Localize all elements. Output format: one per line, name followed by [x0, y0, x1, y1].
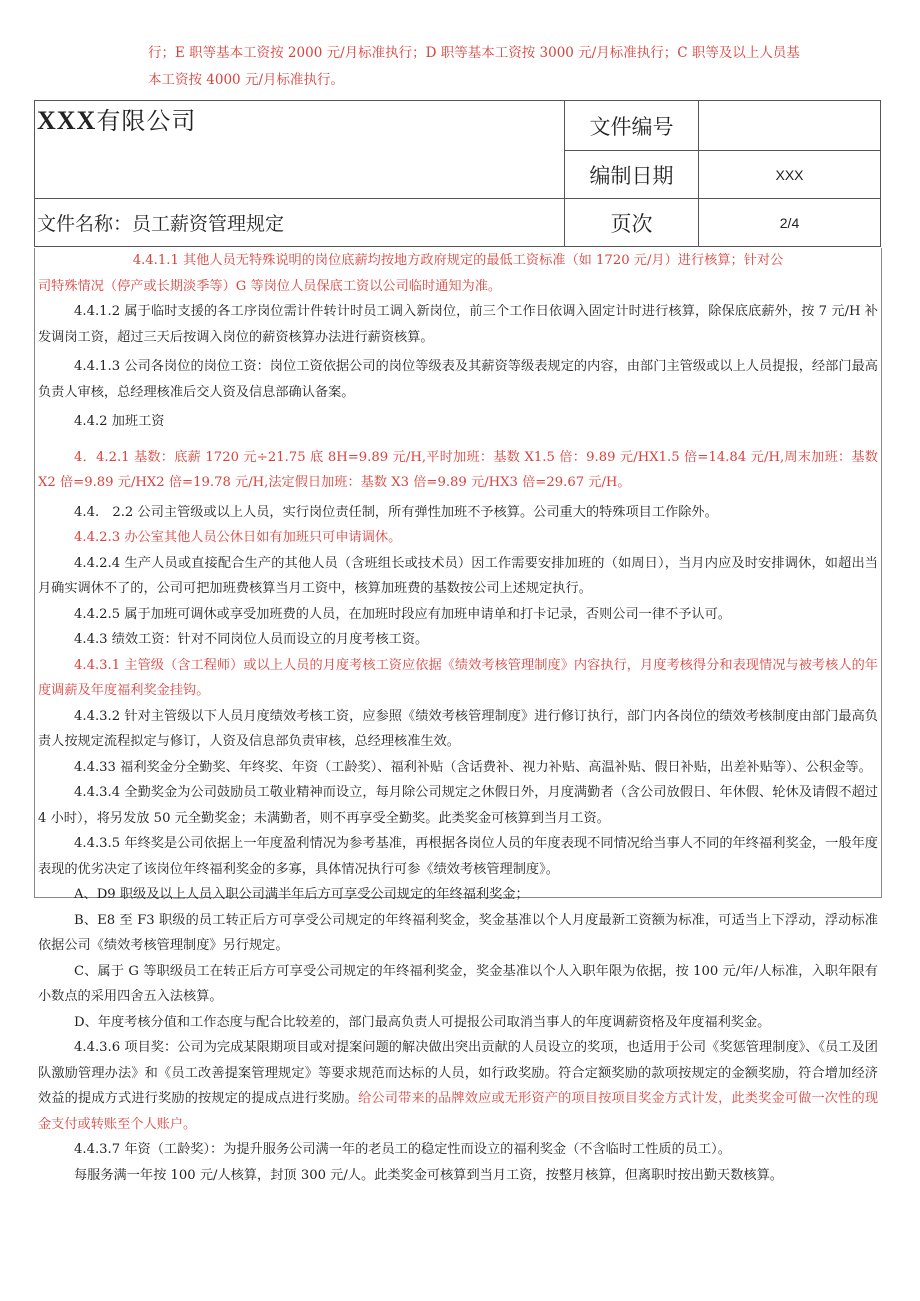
- page-value: 2/4: [699, 199, 881, 247]
- company-name: [35, 101, 565, 199]
- para-4-4-3-2: 4.4.3.2 针对主管级以下人员月度绩效考核工资，应参照《绩效考核管理制度》进行修订执行，部门内各岗位的绩效考核制度由部门最高负责人按规定流程拟定与修订，人资及信息部负责审核，总经理核准生效。: [38, 708, 878, 749]
- para-4-4-3-7-cont: 每服务满一年按 100 元/人核算，封顶 300 元/人。此类奖金可核算到当月工资，按整月核算，但离职时按出勤天数核算。: [74, 1167, 783, 1183]
- company-name-rest: 有限公司: [96, 107, 197, 135]
- item-b: B、E8 至 F3 职级的员工转正后方可享受公司规定的年终福利奖金，奖金基准以个人月度最新工资额为标准，可适当上下浮动，浮动标准依据公司《绩效考核管理制度》另行规定。: [38, 912, 878, 953]
- para-4-4-3-1: 4.4.3.1 主管级（含工程师）或以上人员的月度考核工资应依据《绩效考核管理制度》内容执行，月度考核得分和表现情况与被考核人的年度调薪及年度福利奖金挂钩。: [38, 657, 878, 698]
- para-4-4-3-3: 4.4.33 福利奖金分全勤奖、年终奖、年资（工龄奖）、福利补贴（含话费补、视力补贴、高温补贴、假日补贴，出差补贴等）、公积金等。: [74, 759, 872, 775]
- doc-number-value: [699, 101, 881, 151]
- para-4-4-2-1: 4．4.2.1 基数：底薪 1720 元÷21.75 底 8H=9.89 元/H,平时加班：基数 X1.5 倍：9.89 元/HX1.5 倍=14.84 元/H,周末加班：基数 X2 倍=9.89 元/HX2 倍=19.78 元/H,法定假日加班：基数 X3 倍=9.89 元/HX3 倍=29.67 元/H。: [38, 449, 878, 490]
- para-4-4-2-3: 4.4.2.3 办公室其他人员公休日如有加班只可申请调休。: [74, 530, 402, 545]
- item-d: D、年度考核分值和工作态度与配合比较差的，部门最高负责人可提报公司取消当事人的年度调薪资格及年度福利奖金。: [74, 1014, 771, 1030]
- para-4-4-3-6: [38, 1035, 878, 1137]
- para-4-4-3-7: 4.4.3.7 年资（工龄奖）：为提升服务公司满一年的老员工的稳定性而设立的福利奖金（不含临时工性质的员工）。: [74, 1142, 731, 1157]
- date-label: 编制日期: [565, 151, 699, 199]
- page-label: 页次: [565, 199, 699, 247]
- doc-number-label: 文件编号: [565, 101, 699, 151]
- para-4-4-2-2: 4.4. 2.2 公司主管级或以上人员，实行岗位责任制，所有弹性加班不予核算。公司重大的特殊项目工作除外。: [74, 504, 718, 520]
- para-4-4-1-2: 4.4.1.2 属于临时支援的各工序岗位需计件转计时员工调入新岗位，前三个工作日依调入固定计时进行核算，除保底底薪外，按 7 元/H 补发调岗工资，超过三天后按调入岗位的薪资核算办法进行薪资核算。: [38, 304, 878, 345]
- item-c: C、属于 G 等职级员工在转正后方可享受公司规定的年终福利奖金，奖金基准以个人入职年限为依据，按 100 元/年/人标准，入职年限有小数点的采用四舍五入法核算。: [38, 963, 878, 1004]
- para-4-4-3: 4.4.3 绩效工资：针对不同岗位人员而设立的月度考核工资。: [74, 632, 429, 647]
- top-note: [148, 40, 878, 94]
- document-header-table: [34, 100, 881, 247]
- para-4-4-1-3: 4.4.1.3 公司各岗位的岗位工资：岗位工资依据公司的岗位等级表及其薪资等级表规定的内容，由部门主管级或以上人员提报，经部门最高负责人审核，总经理核准后交人资及信息部确认备案。: [38, 359, 878, 400]
- para-4-4-1-1-line1: 4.4.1.1 其他人员无特殊说明的岗位底薪均按地方政府规定的最低工资标准（如 1720 元/月）进行核算；针对公: [132, 253, 784, 268]
- heading-4-4-2: 4.4.2 加班工资: [74, 414, 165, 429]
- date-value: XXX: [699, 151, 881, 199]
- para-4-4-3-5: 4.4.3.5 年终奖是公司依据上一年度盈利情况为参考基准，再根据各岗位人员的年度表现不同情况给当事人不同的年终福利奖金，一般年度表现的优劣决定了该岗位年终福利奖金的多寡，具体情况执行可参《绩效考核管理制度》。: [38, 836, 878, 877]
- para-4-4-3-6-main: 4.4.3.6 项目奖：公司为完成某限期项目或对提案问题的解决做出突出贡献的人员设立的奖项，也适用于公司《奖惩管理制度》、《员工及团队激励管理办法》和《员工改善提案管理规定》等要求规范而达标的人员，如行政奖励。符合定额奖励的款项按规定的金额奖励，符合增加经济效益的提成方式进行奖励的按规定的提成点进行奖励。: [38, 1040, 878, 1106]
- para-4-4-3-6-red: 给公司带来的品牌效应或无形资产的项目按项目奖金方式计发，此类奖金可做一次性的现金支付或转账至个人账户。: [38, 1091, 879, 1132]
- para-4-4-2-5: 4.4.2.5 属于加班可调休或享受加班费的人员，在加班时段应有加班申请单和打卡记录，否则公司一律不予认可。: [74, 606, 731, 622]
- top-note-line-1: 行；E 职等基本工资按 2000 元/月标准执行；D 职等基本工资按 3000 元/月标准执行；C 职等及以上人员基: [148, 45, 800, 61]
- para-4-4-2-4: 4.4.2.4 生产人员或直接配合生产的其他人员（含班组长或技术员）因工作需要安排加班的（如周日），当月内应及时安排调休，如超出当月确实调休不了的，公司可把加班费核算当月工资中，核算加班费的基数按公司上述规定执行。: [38, 555, 878, 596]
- para-4-4-3-4: 4.4.3.4 全勤奖金为公司鼓励员工敬业精神而设立，每月除公司规定之休假日外，月度满勤者（含公司放假日、年休假、轮休及请假不超过 4 小时），将另发放 50 元全勤奖金；未满勤者，则不再享受全勤奖。此类奖金可核算到当月工资。: [38, 785, 878, 826]
- company-name-bold: XXX: [37, 106, 97, 135]
- document-body: [38, 248, 878, 1188]
- top-note-line-2: 本工资按 4000 元/月标准执行。: [148, 72, 344, 88]
- item-a: A、D9 职级及以上人员入职公司满半年后方可享受公司规定的年终福利奖金；: [74, 887, 529, 902]
- para-4-4-1-1-line2: 司特殊情况（停产或长期淡季等）G 等岗位人员保底工资以公司临时通知为准。: [38, 278, 502, 294]
- file-name: 文件名称：员工薪资管理规定: [35, 199, 565, 247]
